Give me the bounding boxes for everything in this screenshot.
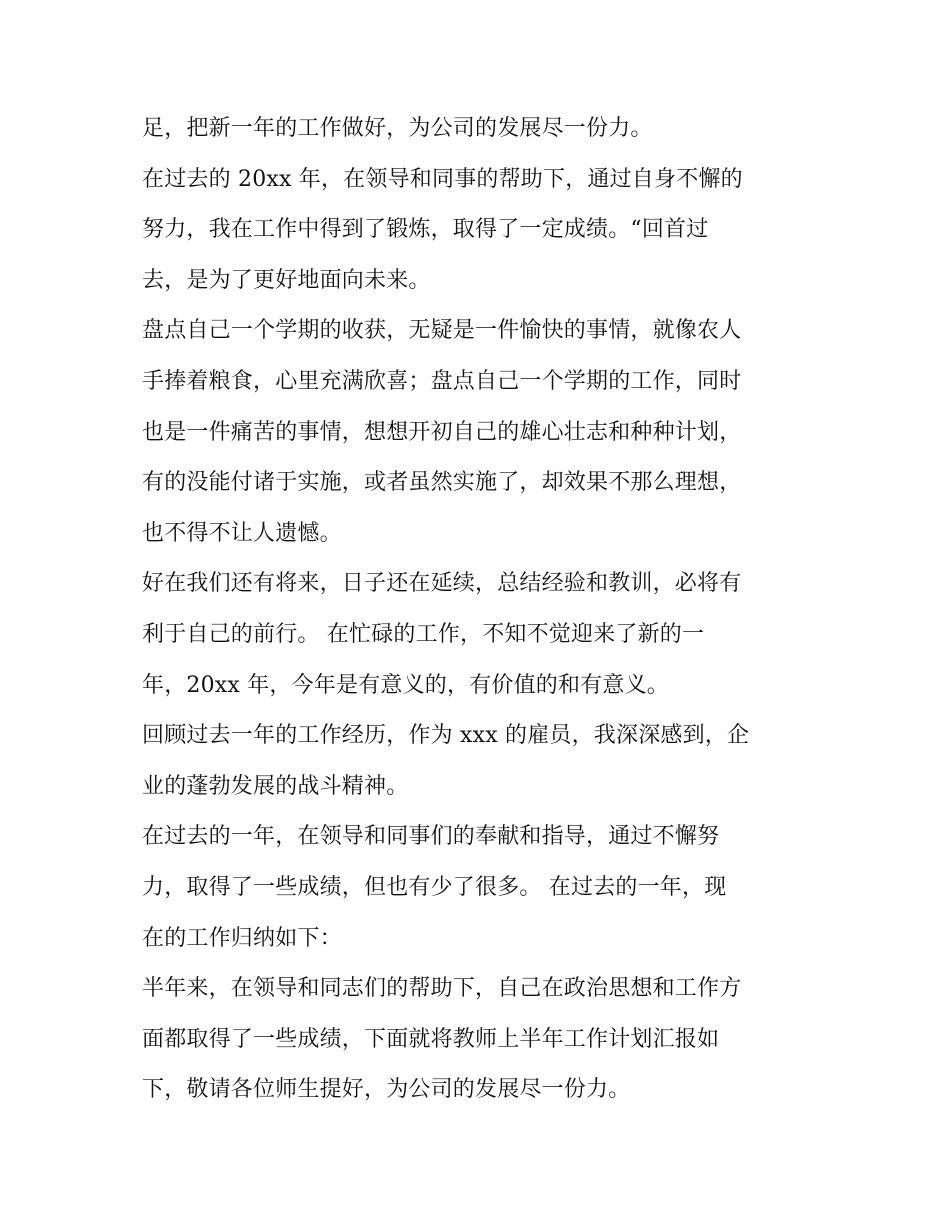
text-line: 在的工作归纳如下： [142, 925, 342, 951]
text-line: 足，把新一年的工作做好，为公司的发展尽一份力。 [142, 116, 653, 141]
text-line: 去，是为了更好地面向未来。 [142, 267, 431, 293]
text-line: 在过去的 20xx 年，在领导和同事的帮助下，通过自身不懈的 [142, 166, 743, 192]
text-line: 手捧着粮食，心里充满欣喜；盘点自己一个学期的工作，同时 [142, 368, 742, 394]
text-line: 下，敬请各位师生提好，为公司的发展尽一份力。 [142, 1077, 631, 1103]
text-line: 半年来，在领导和同志们的帮助下，自己在政治思想和工作方 [142, 976, 742, 1002]
text-line: 也不得不让人遗憾。 [142, 520, 342, 546]
text-line: 力，取得了一些成绩，但也有少了很多。 在过去的一年，现 [142, 874, 727, 900]
text-line: 盘点自己一个学期的收获，无疑是一件愉快的事情，就像农人 [142, 318, 742, 344]
text-line: 在过去的一年，在领导和同事们的奉献和指导，通过不懈努 [142, 824, 720, 850]
text-line: 努力，我在工作中得到了锻炼，取得了一定成绩。“回首过 [142, 217, 709, 243]
text-line: 业的蓬勃发展的战斗精神。 [142, 773, 409, 799]
text-line: 年，20xx 年，今年是有意义的，有价值的和有意义。 [142, 672, 670, 698]
text-line: 也是一件痛苦的事情，想想开初自己的雄心壮志和种种计划， [142, 419, 742, 445]
document-body [142, 104, 822, 1116]
text-line: 好在我们还有将来，日子还在延续，总结经验和教训，必将有 [142, 571, 742, 597]
text-line: 利于自己的前行。 在忙碌的工作，不知不觉迎来了新的一 [142, 621, 705, 647]
text-line: 面都取得了一些成绩，下面就将教师上半年工作计划汇报如 [142, 1026, 720, 1052]
text-line: 回顾过去一年的工作经历，作为 xxx 的雇员，我深深感到，企 [142, 723, 750, 749]
text-line: 有的没能付诸于实施，或者虽然实施了，却效果不那么理想， [142, 470, 742, 496]
